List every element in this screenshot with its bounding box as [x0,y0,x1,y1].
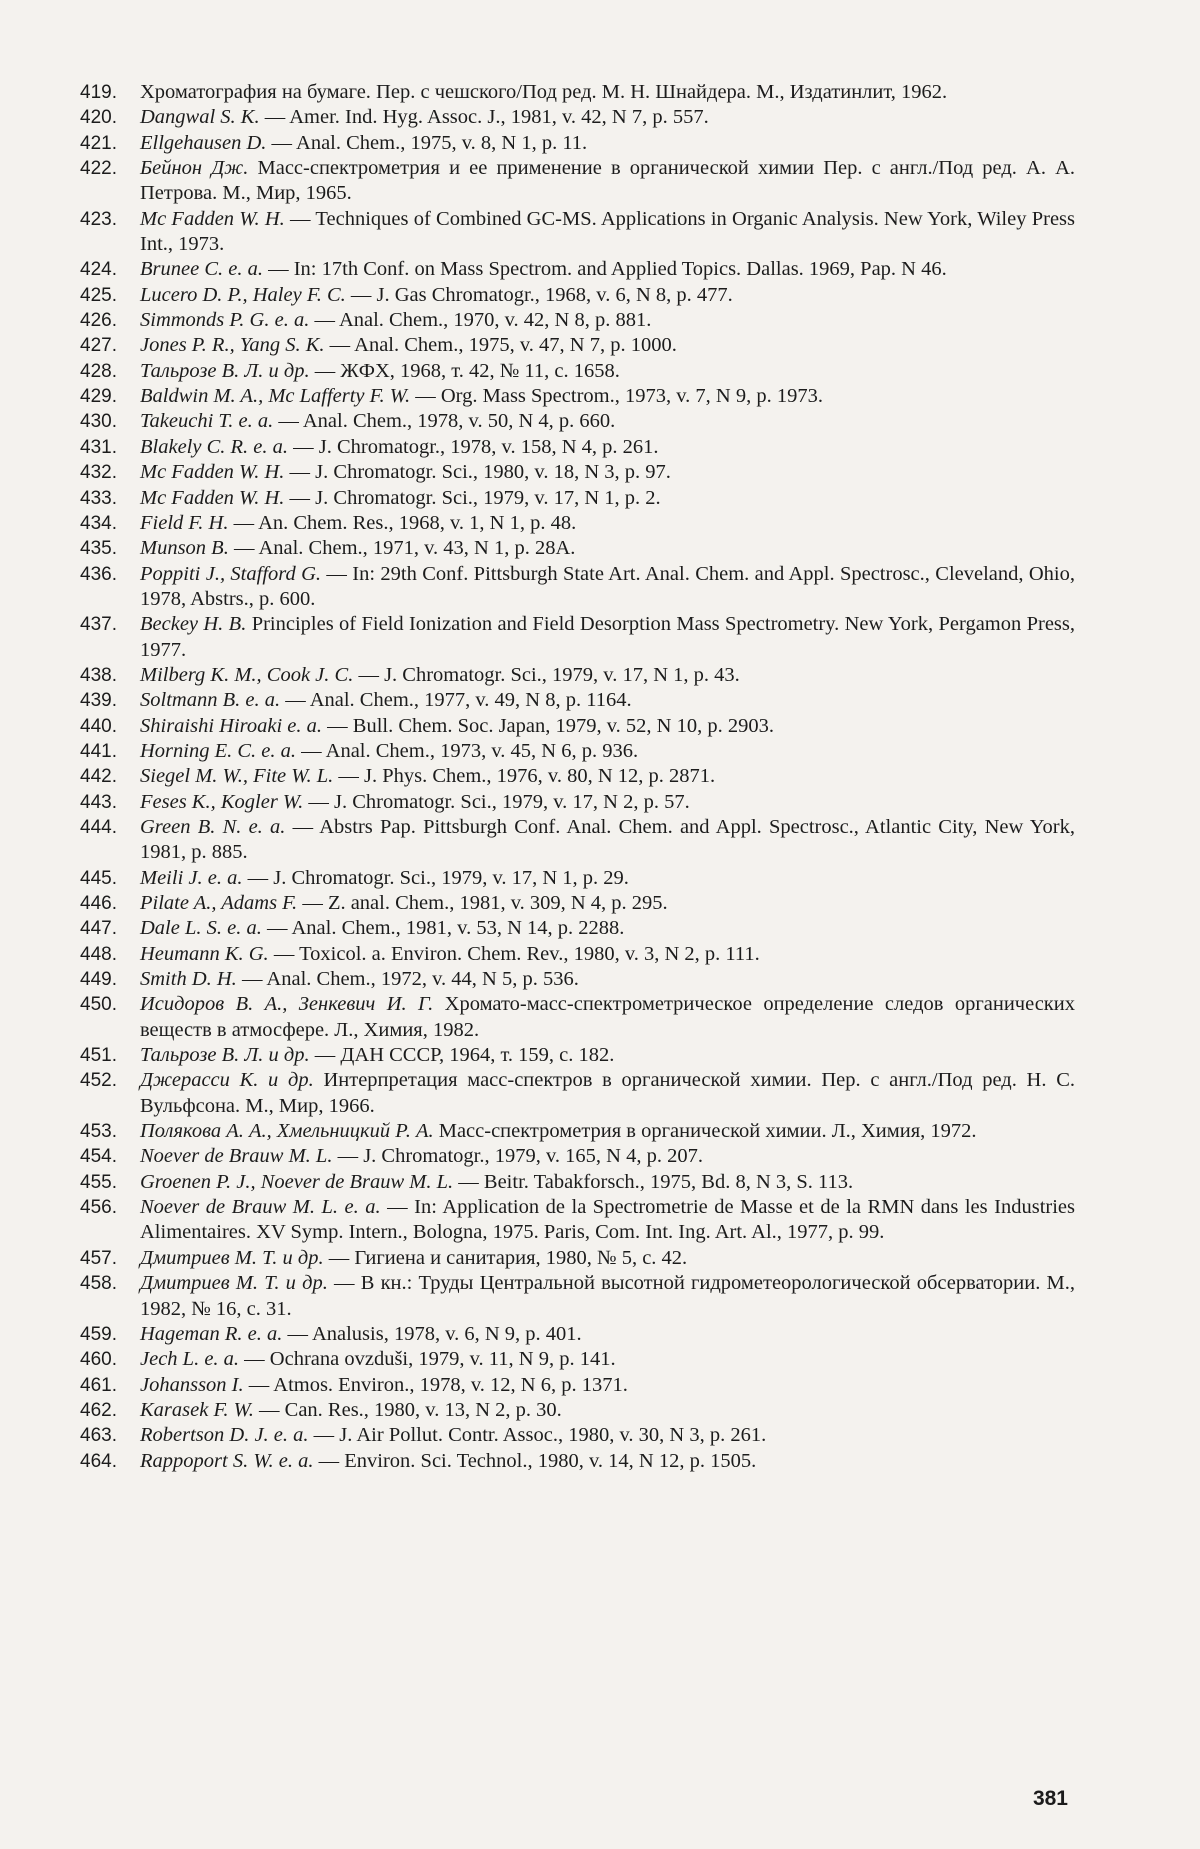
reference-number: 424. [80,259,117,281]
reference-text: Интерпретация масс-спектров в органической химии. Пер. с англ./Под ред. Н. С. Вульфсона. М., Мир, 1966. [140,1069,1075,1117]
reference-item [80,992,1075,1043]
reference-authors: Jones P. R., Yang S. K. [140,334,325,357]
reference-authors: Noever de Brauw M. L. e. a. [140,1196,381,1219]
reference-number: 463. [80,1425,117,1447]
reference-number: 437. [80,614,117,636]
reference-authors: Джерасси К. и др. [140,1069,314,1092]
reference-authors: Green B. N. e. a. [140,815,286,838]
reference-item [80,1373,1075,1398]
reference-number: 458. [80,1273,117,1295]
reference-authors: Бейнон Дж. [140,157,249,180]
reference-item [80,1119,1075,1144]
reference-number: 444. [80,816,117,838]
reference-authors: Feses K., Kogler W. [140,790,304,813]
reference-text: — Anal. Chem., 1970, v. 42, N 8, p. 881. [309,309,652,332]
reference-number: 433. [80,487,117,509]
reference-item [80,435,1075,460]
reference-item [80,1068,1075,1119]
reference-authors: Field F. H. [140,511,229,534]
reference-text: — Anal. Chem., 1972, v. 44, N 5, p. 536. [236,968,579,991]
reference-text: — J. Chromatogr. Sci., 1979, v. 17, N 1, p. 43. [353,663,740,686]
reference-text: — В кн.: Труды Центральной высотной гидрометеорологической обсерватории. М., 1982, № 16, с. 31. [140,1272,1075,1320]
reference-text: — Environ. Sci. Technol., 1980, v. 14, N 12, p. 1505. [313,1449,757,1472]
reference-text: — Anal. Chem., 1975, v. 47, N 7, p. 1000. [324,334,677,357]
reference-number: 461. [80,1374,117,1396]
reference-number: 464. [80,1450,117,1472]
reference-authors: Rappoport S. W. e. a. [140,1449,314,1472]
reference-item [80,942,1075,967]
reference-number: 439. [80,690,117,712]
reference-item [80,967,1075,992]
reference-item [80,511,1075,536]
reference-text: — Techniques of Combined GC-MS. Applications in Organic Analysis. New York, Wiley Press Int., 1973. [140,207,1075,256]
reference-number: 457. [80,1247,117,1269]
reference-item [80,1271,1075,1322]
reference-item [80,916,1075,941]
reference-number: 445. [80,867,117,889]
reference-item [80,308,1075,333]
reference-item [80,1144,1075,1169]
reference-text: — Гигиена и санитария, 1980, № 5, с. 42. [323,1246,688,1269]
reference-number: 453. [80,1121,117,1143]
reference-text: — Toxicol. a. Environ. Chem. Rev., 1980, v. 3, N 2, p. 111. [268,942,760,965]
reference-text: — Amer. Ind. Hyg. Assoc. J., 1981, v. 42, N 7, p. 557. [259,106,709,129]
reference-number: 447. [80,918,117,940]
reference-number: 432. [80,462,117,484]
reference-authors: Dale L. S. e. a. [140,917,262,940]
reference-authors: Полякова А. А., Хмельницкий Р. А. [140,1120,434,1143]
reference-item [80,790,1075,815]
reference-item [80,714,1075,739]
reference-number: 434. [80,512,117,534]
reference-number: 423. [80,208,117,230]
reference-item [80,460,1075,485]
reference-item [80,1322,1075,1347]
reference-item [80,536,1075,561]
reference-item [80,207,1075,258]
reference-authors: Horning E. C. e. a. [140,739,297,762]
reference-text: — Abstrs Pap. Pittsburgh Conf. Anal. Chem. and Appl. Spectrosc., Atlantic City, New York, 1981, p. 885. [140,815,1075,864]
reference-authors: Blakely C. R. e. a. [140,435,289,458]
reference-text: — J. Chromatogr. Sci., 1980, v. 18, N 3, p. 97. [284,461,671,484]
reference-authors: Meili J. e. a. [140,866,243,889]
reference-text: — Anal. Chem., 1975, v. 8, N 1, p. 11. [266,131,588,154]
reference-item [80,333,1075,358]
reference-authors: Mc Fadden W. H. [140,461,285,484]
reference-authors: Дмитриев М. Т. и др. [140,1272,328,1295]
reference-text: — In: 17th Conf. on Mass Spectrom. and Applied Topics. Dallas. 1969, Pap. N 46. [262,258,947,281]
reference-item [80,891,1075,916]
reference-number: 431. [80,436,117,458]
reference-authors: Takeuchi T. e. a. [140,410,274,433]
reference-text: — J. Chromatogr. Sci., 1979, v. 17, N 2, p. 57. [303,790,690,813]
reference-item [80,359,1075,384]
reference-authors: Milberg K. M., Cook J. C. [140,663,354,686]
reference-item [80,562,1075,613]
reference-authors: Smith D. H. [140,968,237,991]
reference-text: Хроматография на бумаге. Пер. с чешского/Под ред. М. Н. Шнайдера. М., Издатинлит, 1962. [140,81,948,103]
reference-authors: Poppiti J., Stafford G. [140,562,322,585]
reference-authors: Noever de Brauw M. L. [140,1145,333,1168]
reference-item [80,1423,1075,1448]
reference-authors: Baldwin M. A., Mc Lafferty F. W. [140,385,411,408]
reference-item [80,1043,1075,1068]
reference-text: — J. Chromatogr., 1979, v. 165, N 4, p. 207. [332,1145,703,1168]
reference-authors: Simmonds P. G. e. a. [140,309,310,332]
reference-number: 435. [80,538,117,560]
reference-number: 449. [80,969,117,991]
reference-item [80,384,1075,409]
reference-text: Масс-спектрометрия в органической химии. Л., Химия, 1972. [433,1120,977,1143]
reference-number: 421. [80,132,117,154]
reference-number: 450. [80,994,117,1016]
reference-number: 443. [80,791,117,813]
reference-authors: Karasek F. W. [140,1398,254,1421]
reference-number: 448. [80,943,117,965]
reference-text: — Beitr. Tabakforsch., 1975, Bd. 8, N 3, S. 113. [453,1170,854,1193]
reference-item [80,764,1075,789]
reference-text: — An. Chem. Res., 1968, v. 1, N 1, p. 48. [228,511,577,534]
reference-authors: Ellgehausen D. [140,131,267,154]
reference-number: 451. [80,1045,117,1067]
reference-item [80,1347,1075,1372]
reference-text: — Analusis, 1978, v. 6, N 9, p. 401. [282,1322,582,1345]
reference-item [80,612,1075,663]
reference-list [80,80,1075,1474]
reference-text: — Anal. Chem., 1977, v. 49, N 8, p. 1164. [280,689,632,712]
reference-text: — Bull. Chem. Soc. Japan, 1979, v. 52, N 10, p. 2903. [322,714,774,737]
reference-authors: Jech L. e. a. [140,1348,240,1371]
reference-authors: Тальрозе В. Л. и др. [140,359,310,382]
reference-item [80,688,1075,713]
reference-authors: Mc Fadden W. H. [140,486,285,509]
reference-text: — Anal. Chem., 1978, v. 50, N 4, p. 660. [273,410,616,433]
reference-authors: Soltmann B. e. a. [140,689,281,712]
reference-number: 428. [80,360,117,382]
reference-item [80,257,1075,282]
reference-number: 462. [80,1399,117,1421]
reference-text: Масс-спектрометрия и ее применение в органической химии Пер. с англ./Под ред. А. А. Петрова. М., Мир, 1965. [140,157,1075,205]
reference-item [80,1398,1075,1423]
reference-item [80,815,1075,866]
reference-number: 459. [80,1323,117,1345]
reference-text: — Ochrana ovzduši, 1979, v. 11, N 9, p. 141. [239,1348,616,1371]
reference-item [80,663,1075,688]
reference-item [80,80,1075,105]
reference-number: 436. [80,563,117,585]
reference-authors: Siegel M. W., Fite W. L. [140,765,334,788]
reference-text: — Z. anal. Chem., 1981, v. 309, N 4, p. 295. [297,892,668,914]
reference-number: 442. [80,766,117,788]
reference-authors: Исидоров В. А., Зенкевич И. Г. [140,993,434,1016]
reference-item [80,131,1075,156]
reference-number: 420. [80,107,117,129]
reference-text: — J. Chromatogr., 1978, v. 158, N 4, p. 261. [288,435,659,458]
reference-text: Principles of Field Ionization and Field Desorption Mass Spectrometry. New York, Pergamon Press, 1977. [140,613,1076,661]
reference-text: — In: Application de la Spectrometrie de Masse et de la RMN dans les Industries Alimentaires. XV Symp. Intern., Bologna, 1975. Paris, Com. Int. Ing. Art. Al., 1977, p. 99. [140,1196,1075,1244]
page-number: 381 [1032,1787,1068,1810]
reference-authors: Lucero D. P., Haley F. C. [140,283,346,306]
reference-number: 419. [80,82,117,103]
reference-text: — Anal. Chem., 1973, v. 45, N 6, p. 936. [296,739,639,762]
reference-authors: Johansson I. [140,1373,244,1396]
reference-authors: Robertson D. J. e. a. [140,1424,309,1447]
reference-text: — Atmos. Environ., 1978, v. 12, N 6, p. 1371. [243,1373,628,1396]
reference-item [80,1195,1075,1246]
reference-item [80,1170,1075,1195]
reference-item [80,156,1075,207]
reference-number: 425. [80,284,117,306]
reference-authors: Brunee C. e. a. [140,258,263,281]
reference-text: — Org. Mass Spectrom., 1973, v. 7, N 9, p. 1973. [410,385,823,408]
reference-item [80,283,1075,308]
reference-text: — In: 29th Conf. Pittsburgh State Art. Anal. Chem. and Appl. Spectrosc., Cleveland, Ohio, 1978, Abstrs., p. 600. [140,562,1075,610]
reference-authors: Munson B. [140,537,229,560]
reference-text: — J. Phys. Chem., 1976, v. 80, N 12, p. 2871. [333,765,716,788]
reference-number: 429. [80,386,117,408]
reference-number: 438. [80,664,117,686]
reference-number: 426. [80,310,117,332]
reference-number: 430. [80,411,117,433]
reference-text: Хромато-масс-спектрометрическое определение следов органических веществ в атмосфере. Л., Химия, 1982. [140,993,1075,1041]
reference-authors: Тальрозе В. Л. и др. [140,1044,310,1067]
reference-item [80,1449,1075,1474]
reference-authors: Дмитриев М. Т. и др. [140,1246,324,1269]
reference-text: — Anal. Chem., 1971, v. 43, N 1, p. 28A. [228,537,576,560]
reference-number: 452. [80,1070,117,1092]
reference-authors: Beckey H. B. [140,613,247,636]
reference-item [80,105,1075,130]
reference-text: — J. Gas Chromatogr., 1968, v. 6, N 8, p. 477. [345,283,733,306]
reference-item [80,486,1075,511]
reference-authors: Shiraishi Hiroaki e. a. [140,714,323,737]
reference-item [80,409,1075,434]
reference-authors: Mc Fadden W. H. [140,207,285,230]
reference-text: — Anal. Chem., 1981, v. 53, N 14, p. 2288. [261,917,625,940]
reference-text: — J. Chromatogr. Sci., 1979, v. 17, N 1, p. 2. [284,486,661,509]
reference-item [80,1246,1075,1271]
reference-authors: Hageman R. e. a. [140,1322,283,1345]
reference-authors: Pilate A., Adams F. [140,892,298,914]
reference-number: 454. [80,1146,117,1168]
reference-number: 422. [80,158,117,180]
reference-text: — Can. Res., 1980, v. 13, N 2, p. 30. [253,1398,562,1421]
reference-number: 446. [80,893,117,914]
reference-text: — J. Air Pollut. Contr. Assoc., 1980, v. 30, N 3, p. 261. [308,1424,767,1447]
reference-authors: Groenen P. J., Noever de Brauw M. L. [140,1170,454,1193]
reference-number: 456. [80,1197,117,1219]
reference-number: 427. [80,335,117,357]
reference-item [80,866,1075,891]
reference-number: 460. [80,1349,117,1371]
reference-item [80,739,1075,764]
reference-number: 440. [80,715,117,737]
reference-authors: Dangwal S. K. [140,106,260,129]
reference-text: — ДАН СССР, 1964, т. 159, с. 182. [309,1044,615,1067]
reference-number: 455. [80,1171,117,1193]
reference-text: — ЖФХ, 1968, т. 42, № 11, с. 1658. [309,359,620,382]
reference-text: — J. Chromatogr. Sci., 1979, v. 17, N 1, p. 29. [242,866,629,889]
reference-number: 441. [80,740,117,762]
reference-authors: Heumann K. G. [140,942,269,965]
